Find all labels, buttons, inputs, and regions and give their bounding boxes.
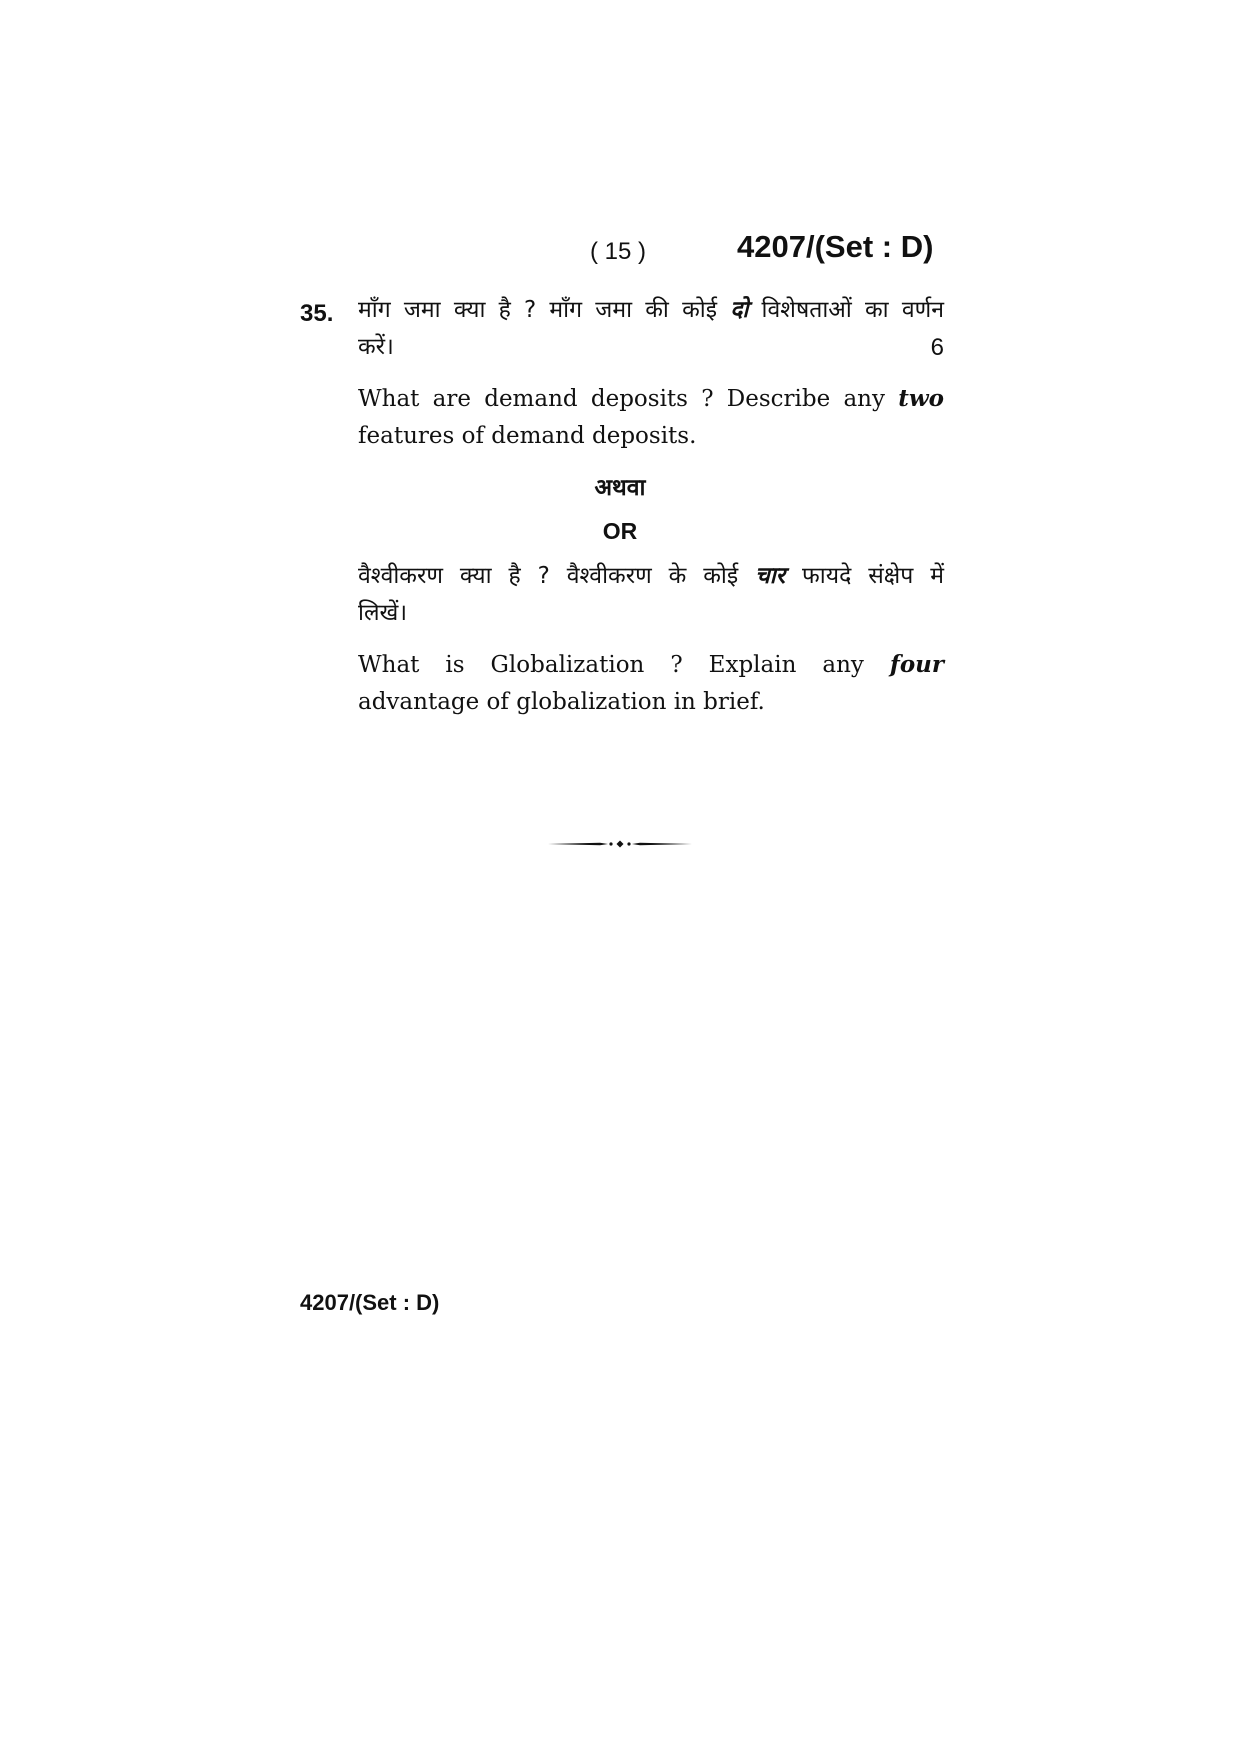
english-text: advantage of globalization in brief. [358,689,765,715]
hindi-text: माँग जमा क्या है ? माँग जमा की कोई [358,297,731,323]
end-ornament-icon [548,836,692,852]
question-hindi-alternate-line1 [358,558,944,595]
question-english-alternate-line1 [358,646,944,684]
hindi-text: विशेषताओं का वर्णन [748,297,944,323]
marks: 6 [930,334,944,361]
emphasis-word: two [898,385,944,412]
or-separator-hindi: अथवा [594,475,646,501]
page-number: ( 15 ) [590,238,647,265]
question-hindi-alternate [358,558,944,632]
question-number: 35. [300,300,334,327]
question-hindi-primary-line1 [358,292,944,329]
hindi-text: फायदे संक्षेप में [785,563,944,589]
english-text: What are demand deposits ? Describe any [358,386,899,412]
question-english-primary [358,380,944,455]
question-english-alternate [358,646,944,721]
question-english-primary-line1 [358,380,944,418]
hindi-text: वैश्वीकरण क्या है ? वैश्वीकरण के कोई [358,563,756,589]
emphasis-word: चार [755,563,786,589]
set-code-footer: 4207/(Set : D) [300,1290,440,1315]
question-hindi-primary [358,292,944,366]
emphasis-word: दो [730,297,749,323]
hindi-text: करें। [358,334,394,360]
or-separator-english: OR [602,518,638,544]
hindi-text: लिखें। [358,600,408,626]
set-code-header: 4207/(Set : D) [737,229,934,264]
english-text: features of demand deposits. [358,423,697,449]
question-hindi-primary-line2 [358,329,944,366]
emphasis-word: four [889,651,944,678]
english-text: What is Globalization ? Explain any [358,652,890,678]
